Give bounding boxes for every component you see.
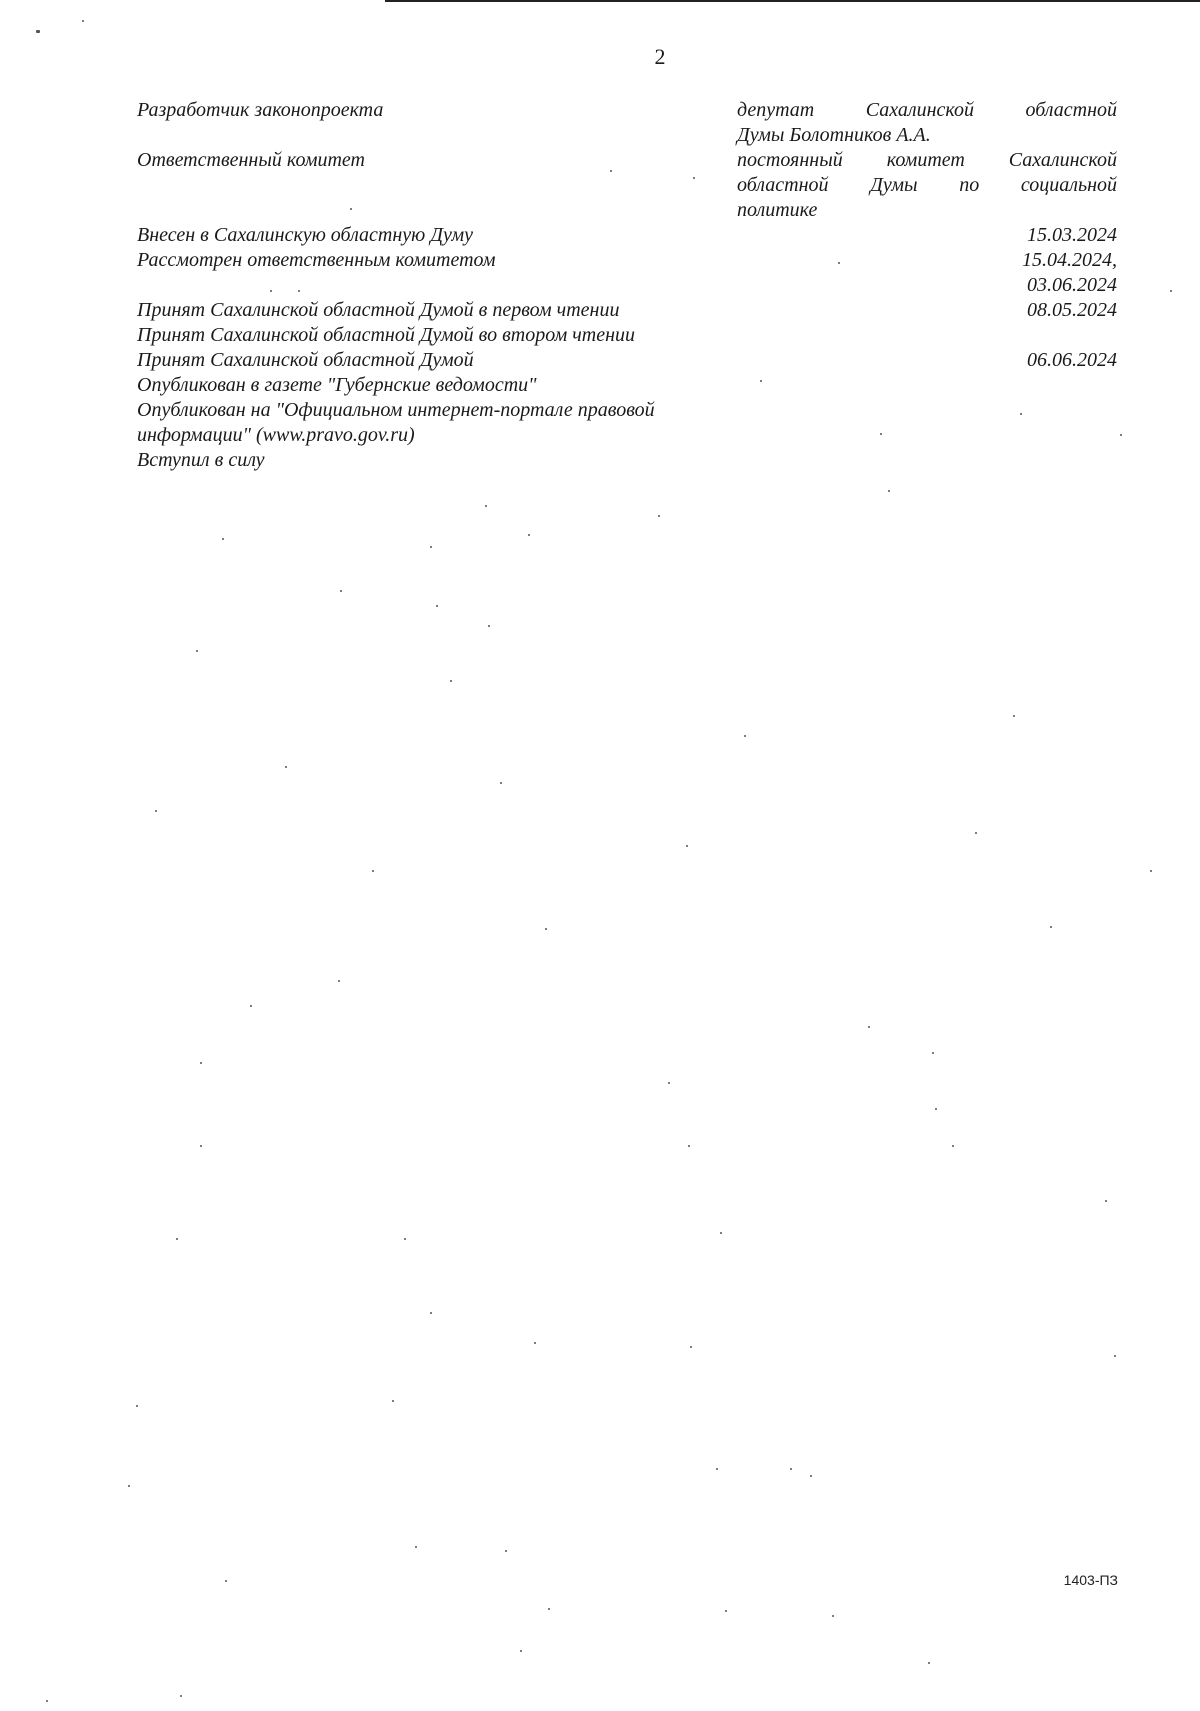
reviewed-date-1: 15.04.2024,	[1022, 249, 1117, 271]
page-number: 2	[654, 44, 666, 69]
top-rule	[385, 0, 1200, 2]
effective-label: Вступил в силу	[137, 449, 265, 471]
row-committee	[137, 148, 1117, 223]
published-newspaper-label: Опубликован в газете "Губернские ведомости"	[137, 374, 537, 396]
developer-value-line2: Думы Болотников А.А.	[737, 124, 931, 146]
first-reading-label: Принят Сахалинской областной Думой в первом чтении	[137, 299, 620, 321]
published-portal-label-line2: информации" (www.pravo.gov.ru)	[137, 424, 415, 446]
developer-value-line1: депутат Сахалинской областной	[737, 99, 1117, 121]
published-portal-label-line1: Опубликован на "Официальном интернет-портале правовой	[137, 399, 655, 421]
row-first-reading	[137, 298, 1117, 323]
submitted-label: Внесен в Сахалинскую областную Думу	[137, 224, 474, 246]
committee-value-line1: постоянный комитет Сахалинской	[737, 149, 1117, 171]
published-portal-label	[137, 398, 777, 448]
reviewed-dates	[737, 248, 1117, 298]
committee-label: Ответственный комитет	[137, 149, 365, 171]
document-code: 1403-ПЗ	[1063, 1572, 1118, 1588]
second-reading-label: Принят Сахалинской областной Думой во втором чтении	[137, 324, 636, 346]
reviewed-label: Рассмотрен ответственным комитетом	[137, 249, 496, 271]
row-submitted	[137, 223, 1117, 248]
row-developer	[137, 98, 1117, 148]
developer-value	[737, 98, 1117, 148]
row-second-reading	[137, 323, 1117, 348]
adopted-label: Принят Сахалинской областной Думой	[137, 349, 474, 371]
committee-value	[737, 148, 1117, 223]
submitted-date: 15.03.2024	[1027, 224, 1117, 246]
first-reading-date: 08.05.2024	[1027, 299, 1117, 321]
reviewed-date-2: 03.06.2024	[1027, 274, 1117, 296]
row-published-portal	[137, 398, 1117, 448]
developer-label: Разработчик законопроекта	[137, 99, 384, 121]
committee-value-line2: областной Думы по социальной	[737, 174, 1117, 196]
row-published-newspaper	[137, 373, 1117, 398]
row-adopted	[137, 348, 1117, 373]
committee-value-line3: политике	[737, 199, 818, 221]
legislative-record	[137, 98, 1117, 473]
adopted-date: 06.06.2024	[1027, 349, 1117, 371]
row-effective	[137, 448, 1117, 473]
row-reviewed	[137, 248, 1117, 298]
